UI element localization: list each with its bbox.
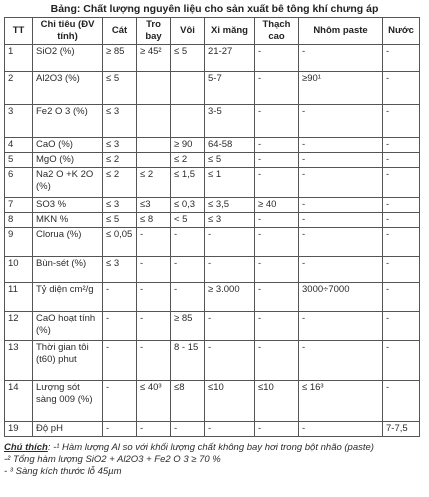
cell-xi-mang: - xyxy=(205,228,255,257)
header-thach-cao: Thạch cao xyxy=(255,18,299,45)
cell-xi-mang: ≤ 1 xyxy=(205,168,255,198)
cell-criteria: Al2O3 (%) xyxy=(33,72,103,105)
spec-table xyxy=(4,17,420,437)
header-tro-bay: Tro bay xyxy=(137,18,171,45)
cell-xi-mang: 5-7 xyxy=(205,72,255,105)
cell-criteria: Lượng sót sàng 009 (%) xyxy=(33,381,103,422)
header-nuoc: Nước xyxy=(383,18,420,45)
cell-tro-bay: - xyxy=(137,341,171,381)
table-row xyxy=(5,422,420,437)
cell-tt: 4 xyxy=(5,138,33,153)
cell-nuoc: - xyxy=(383,153,420,168)
cell-tt: 10 xyxy=(5,257,33,283)
footnote-2: -² Tổng hàm lượng SiO2 + Al2O3 + Fe2 O 3 ≥ 70 % xyxy=(4,454,221,465)
cell-voi: - xyxy=(171,228,205,257)
cell-tt: 11 xyxy=(5,283,33,312)
cell-criteria: SiO2 (%) xyxy=(33,45,103,72)
cell-nhom-paste: - xyxy=(299,138,383,153)
cell-xi-mang: ≤ 5 xyxy=(205,153,255,168)
cell-thach-cao: - xyxy=(255,283,299,312)
cell-criteria: Clorua (%) xyxy=(33,228,103,257)
cell-tt: 19 xyxy=(5,422,33,437)
cell-tt: 1 xyxy=(5,45,33,72)
cell-tro-bay: ≤ 8 xyxy=(137,213,171,228)
cell-cat: ≤ 3 xyxy=(103,198,137,213)
cell-tt: 6 xyxy=(5,168,33,198)
table-row xyxy=(5,105,420,138)
cell-xi-mang: 64-58 xyxy=(205,138,255,153)
cell-thach-cao: - xyxy=(255,422,299,437)
cell-voi: ≥ 90 xyxy=(171,138,205,153)
cell-criteria: Na2 O +K 2O (%) xyxy=(33,168,103,198)
cell-nuoc: - xyxy=(383,228,420,257)
header-voi: Vôi xyxy=(171,18,205,45)
cell-voi: - xyxy=(171,257,205,283)
cell-xi-mang: - xyxy=(205,257,255,283)
cell-nuoc: 7-7,5 xyxy=(383,422,420,437)
cell-criteria: Fe2 O 3 (%) xyxy=(33,105,103,138)
cell-cat: ≤ 2 xyxy=(103,153,137,168)
cell-nuoc: - xyxy=(383,257,420,283)
table-row xyxy=(5,257,420,283)
cell-tro-bay xyxy=(137,153,171,168)
cell-tro-bay: ≤3 xyxy=(137,198,171,213)
cell-criteria: CaO hoạt tính (%) xyxy=(33,312,103,341)
cell-tt: 5 xyxy=(5,153,33,168)
cell-voi xyxy=(171,105,205,138)
cell-tt: 14 xyxy=(5,381,33,422)
cell-nhom-paste: - xyxy=(299,228,383,257)
footnote-1 xyxy=(4,442,429,454)
cell-cat: ≤ 3 xyxy=(103,257,137,283)
cell-nhom-paste: - xyxy=(299,168,383,198)
cell-cat: - xyxy=(103,283,137,312)
cell-nhom-paste: - xyxy=(299,213,383,228)
table-row xyxy=(5,341,420,381)
cell-voi: ≥ 85 xyxy=(171,312,205,341)
header-xi-mang: Xi măng xyxy=(205,18,255,45)
cell-thach-cao: - xyxy=(255,153,299,168)
cell-thach-cao: ≥ 40 xyxy=(255,198,299,213)
cell-xi-mang: ≤ 3 xyxy=(205,213,255,228)
cell-nhom-paste: - xyxy=(299,153,383,168)
table-row xyxy=(5,312,420,341)
cell-criteria: Tỷ diện cm²/g xyxy=(33,283,103,312)
cell-tt: 13 xyxy=(5,341,33,381)
cell-tro-bay: - xyxy=(137,422,171,437)
cell-cat: ≤ 0,05 xyxy=(103,228,137,257)
cell-tro-bay xyxy=(137,72,171,105)
cell-nuoc: - xyxy=(383,381,420,422)
cell-voi: ≤ 5 xyxy=(171,45,205,72)
header-row xyxy=(5,18,420,45)
cell-nhom-paste: ≤ 16³ xyxy=(299,381,383,422)
cell-thach-cao: - xyxy=(255,257,299,283)
cell-xi-mang: 21-27 xyxy=(205,45,255,72)
table-row xyxy=(5,72,420,105)
cell-nuoc: - xyxy=(383,138,420,153)
notes-label: Chú thích xyxy=(4,442,48,453)
cell-voi: 8 - 15 xyxy=(171,341,205,381)
cell-voi: ≤ 0,3 xyxy=(171,198,205,213)
cell-tro-bay: ≥ 45² xyxy=(137,45,171,72)
footnotes xyxy=(4,442,429,478)
table-title: Bảng: Chất lượng nguyên liệu cho sản xuất bê tông khí chưng áp xyxy=(50,3,379,15)
cell-nhom-paste: ≥90¹ xyxy=(299,72,383,105)
cell-nhom-paste: - xyxy=(299,341,383,381)
header-nhom-paste: Nhôm paste xyxy=(299,18,383,45)
footnote-1-text: : -¹ Hàm lượng Al so với khối lượng chất không bay hơi trong bột nhão (paste) xyxy=(47,442,374,453)
cell-thach-cao: ≤10 xyxy=(255,381,299,422)
cell-thach-cao: - xyxy=(255,138,299,153)
cell-tro-bay: - xyxy=(137,312,171,341)
cell-nuoc: - xyxy=(383,312,420,341)
table-row xyxy=(5,138,420,153)
cell-criteria: SO3 % xyxy=(33,198,103,213)
cell-nhom-paste: 3000÷7000 xyxy=(299,283,383,312)
header-cat: Cát xyxy=(103,18,137,45)
cell-xi-mang: ≤ 3,5 xyxy=(205,198,255,213)
cell-thach-cao: - xyxy=(255,312,299,341)
header-criteria: Chỉ tiêu (ĐV tính) xyxy=(33,18,103,45)
cell-nuoc: - xyxy=(383,105,420,138)
cell-criteria: MKN % xyxy=(33,213,103,228)
cell-voi: ≤ 2 xyxy=(171,153,205,168)
cell-nuoc: - xyxy=(383,341,420,381)
cell-cat: ≤ 5 xyxy=(103,213,137,228)
header-tt: TT xyxy=(5,18,33,45)
cell-voi: ≤8 xyxy=(171,381,205,422)
cell-nhom-paste: - xyxy=(299,45,383,72)
cell-thach-cao: - xyxy=(255,105,299,138)
cell-cat: ≤ 2 xyxy=(103,168,137,198)
cell-thach-cao: - xyxy=(255,168,299,198)
cell-tt: 2 xyxy=(5,72,33,105)
cell-xi-mang: ≥ 3.000 xyxy=(205,283,255,312)
table-row xyxy=(5,45,420,72)
cell-nuoc: - xyxy=(383,198,420,213)
cell-cat: - xyxy=(103,312,137,341)
cell-cat: ≥ 85 xyxy=(103,45,137,72)
cell-cat: ≤ 3 xyxy=(103,138,137,153)
cell-criteria: Thời gian tôi (t60) phut xyxy=(33,341,103,381)
cell-xi-mang: 3-5 xyxy=(205,105,255,138)
cell-thach-cao: - xyxy=(255,228,299,257)
cell-thach-cao: - xyxy=(255,45,299,72)
cell-tt: 7 xyxy=(5,198,33,213)
cell-nhom-paste: - xyxy=(299,198,383,213)
table-row xyxy=(5,381,420,422)
cell-xi-mang: - xyxy=(205,312,255,341)
cell-nhom-paste: - xyxy=(299,422,383,437)
cell-nhom-paste: - xyxy=(299,105,383,138)
cell-tt: 3 xyxy=(5,105,33,138)
cell-tt: 12 xyxy=(5,312,33,341)
cell-thach-cao: - xyxy=(255,341,299,381)
cell-tro-bay: - xyxy=(137,228,171,257)
cell-voi: - xyxy=(171,422,205,437)
cell-voi: ≤ 1,5 xyxy=(171,168,205,198)
table-row xyxy=(5,228,420,257)
cell-criteria: MgO (%) xyxy=(33,153,103,168)
footnote-3: - ³ Sàng kích thước lỗ 45µm xyxy=(4,466,122,477)
cell-nuoc: - xyxy=(383,168,420,198)
table-row xyxy=(5,198,420,213)
cell-tt: 8 xyxy=(5,213,33,228)
cell-cat: ≤ 5 xyxy=(103,72,137,105)
cell-nhom-paste: - xyxy=(299,257,383,283)
cell-thach-cao: - xyxy=(255,72,299,105)
cell-voi: - xyxy=(171,283,205,312)
cell-tro-bay: ≤ 2 xyxy=(137,168,171,198)
cell-cat: - xyxy=(103,422,137,437)
cell-voi: < 5 xyxy=(171,213,205,228)
cell-tt: 9 xyxy=(5,228,33,257)
cell-tro-bay xyxy=(137,138,171,153)
cell-nuoc: - xyxy=(383,283,420,312)
cell-criteria: Độ pH xyxy=(33,422,103,437)
cell-nuoc: - xyxy=(383,72,420,105)
cell-cat: - xyxy=(103,381,137,422)
table-row xyxy=(5,283,420,312)
cell-cat: ≤ 3 xyxy=(103,105,137,138)
table-row xyxy=(5,168,420,198)
cell-criteria: CaO (%) xyxy=(33,138,103,153)
cell-xi-mang: ≤10 xyxy=(205,381,255,422)
cell-thach-cao: - xyxy=(255,213,299,228)
cell-tro-bay: - xyxy=(137,283,171,312)
cell-tro-bay: ≤ 40³ xyxy=(137,381,171,422)
cell-nuoc: - xyxy=(383,213,420,228)
table-row xyxy=(5,153,420,168)
cell-criteria: Bùn-sét (%) xyxy=(33,257,103,283)
cell-xi-mang: - xyxy=(205,341,255,381)
cell-xi-mang: - xyxy=(205,422,255,437)
cell-tro-bay: - xyxy=(137,257,171,283)
cell-nuoc: - xyxy=(383,45,420,72)
cell-cat: - xyxy=(103,341,137,381)
cell-nhom-paste: - xyxy=(299,312,383,341)
cell-voi xyxy=(171,72,205,105)
cell-tro-bay xyxy=(137,105,171,138)
table-row xyxy=(5,213,420,228)
